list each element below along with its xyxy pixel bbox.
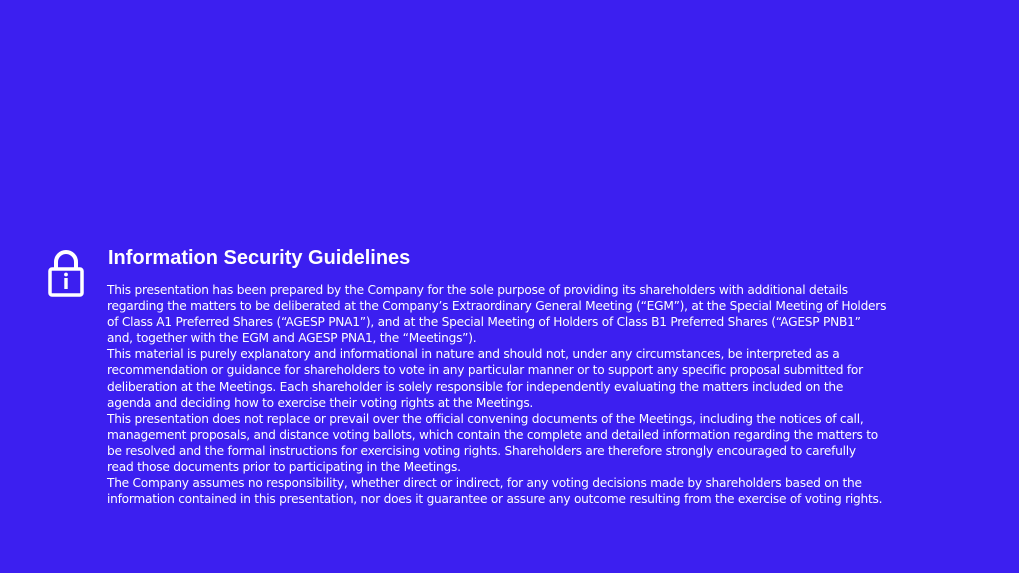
lock-info-icon	[45, 249, 87, 299]
paragraph-line: deliberation at the Meetings. Each shareholder is solely responsible for independently evaluating the matters included on the	[107, 379, 844, 394]
paragraph-line: regarding the matters to be deliberated at the Company’s Extraordinary General Meeting (“EGM”), at the Special Meeting of Holders	[107, 299, 887, 314]
paragraph-line: be resolved and the formal instructions for exercising voting rights. Shareholders are therefore strongly encouraged to carefully	[107, 443, 856, 458]
disclaimer-body	[107, 282, 987, 507]
paragraph-line: This presentation has been prepared by the Company for the sole purpose of providing its shareholders with additional details	[107, 283, 848, 297]
paragraph-line: recommendation or guidance for shareholders to vote in any particular manner or to support any specific proposal submitted for	[107, 363, 863, 378]
paragraph-line: information contained in this presentation, nor does it guarantee or assure any outcome resulting from the exercise of voting rights.	[107, 492, 883, 507]
paragraph-line: The Company assumes no responsibility, whether direct or indirect, for any voting decisions made by shareholders based on the	[107, 476, 862, 491]
paragraph-line: and, together with the EGM and AGESP PNA1, the “Meetings”).	[107, 331, 477, 346]
paragraph-line: read those documents prior to participating in the Meetings.	[107, 460, 461, 475]
paragraph-line: This material is purely explanatory and informational in nature and should not, under any circumstances, be interpreted as a	[107, 347, 840, 362]
paragraph-line: This presentation does not replace or prevail over the official convening documents of the Meetings, including the notices of call,	[107, 411, 864, 426]
paragraph-line: of Class A1 Preferred Shares (“AGESP PNA1”), and at the Special Meeting of Holders of Class B1 Preferred Shares (“AGESP PNB1”	[107, 315, 861, 330]
slide-title: Information Security Guidelines	[108, 247, 411, 269]
paragraph-line: management proposals, and distance voting ballots, which contain the complete and detailed information regarding the matters to	[107, 427, 878, 442]
paragraph-line: agenda and deciding how to exercise their voting rights at the Meetings.	[107, 395, 534, 410]
